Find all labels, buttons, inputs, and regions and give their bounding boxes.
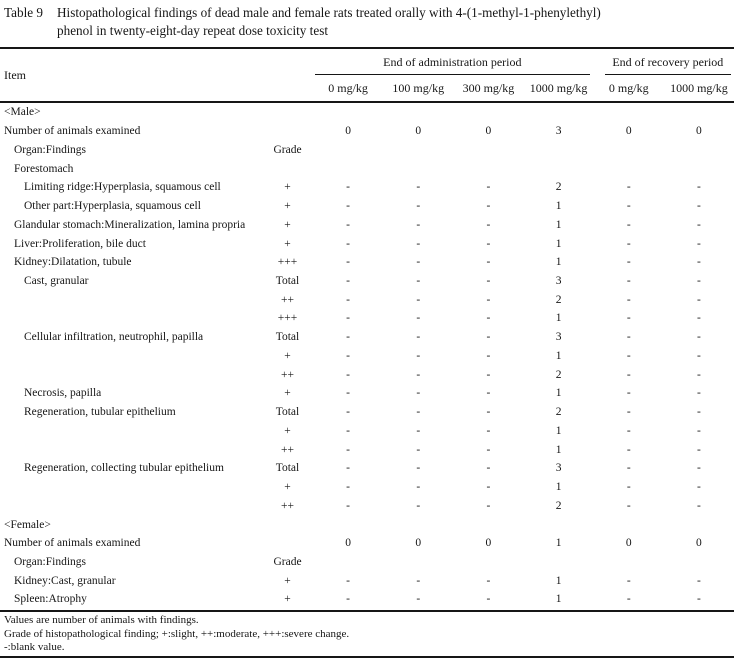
value-cell: - <box>696 462 701 475</box>
value-cell: - <box>626 462 631 475</box>
grade-cell: + <box>284 237 291 250</box>
value-cell: - <box>486 274 491 287</box>
item-label: Other part:Hyperplasia, squamous cell <box>24 200 201 213</box>
value-cell: - <box>696 574 701 587</box>
value-cell: - <box>626 274 631 287</box>
value-cell: 1 <box>555 200 562 213</box>
value-cell: - <box>626 200 631 213</box>
dose-header: 0 mg/kg <box>328 81 368 95</box>
value-cell: 3 <box>555 331 562 344</box>
value-cell: - <box>486 593 491 606</box>
value-cell: - <box>696 406 701 419</box>
value-cell: - <box>696 387 701 400</box>
dose-header: 100 mg/kg <box>392 81 445 95</box>
item-label: <Male> <box>4 106 41 119</box>
value-cell: - <box>696 312 701 325</box>
grade-cell: +++ <box>277 312 298 325</box>
table-row <box>0 178 734 197</box>
value-cell: 1 <box>555 574 562 587</box>
grade-cell: ++ <box>281 499 294 512</box>
table-row <box>0 103 734 122</box>
value-cell: - <box>486 368 491 381</box>
value-cell: - <box>486 349 491 362</box>
value-cell: - <box>416 274 421 287</box>
value-cell: - <box>346 462 350 475</box>
value-cell: 1 <box>555 537 562 550</box>
value-cell: 0 <box>625 125 632 138</box>
grade-cell: +++ <box>277 256 298 269</box>
value-cell: - <box>696 424 701 437</box>
value-cell: 1 <box>555 218 562 231</box>
value-cell: - <box>626 574 631 587</box>
value-cell: - <box>696 237 701 250</box>
value-cell: 1 <box>555 237 562 250</box>
value-cell: - <box>696 499 701 512</box>
grade-cell: + <box>284 218 291 231</box>
table-body <box>0 103 734 609</box>
value-cell: - <box>486 462 491 475</box>
value-cell: - <box>696 256 701 269</box>
value-cell: - <box>626 443 631 456</box>
value-cell: 1 <box>555 593 562 606</box>
value-cell: - <box>626 331 631 344</box>
value-cell: - <box>696 443 701 456</box>
value-cell: - <box>346 387 350 400</box>
value-cell: 2 <box>555 181 562 194</box>
table-row <box>0 553 734 572</box>
value-cell: - <box>626 256 631 269</box>
value-cell: 1 <box>555 443 562 456</box>
value-cell: - <box>696 593 701 606</box>
value-cell: - <box>346 349 350 362</box>
table-row <box>0 197 734 216</box>
value-cell: - <box>416 481 421 494</box>
grade-cell: Total <box>275 462 300 475</box>
table-row <box>0 421 734 440</box>
value-cell: - <box>416 331 421 344</box>
value-cell: - <box>696 368 701 381</box>
footnotes <box>0 610 734 658</box>
value-cell: - <box>416 424 421 437</box>
value-cell: - <box>416 200 421 213</box>
value-cell: - <box>696 293 701 306</box>
value-cell: 1 <box>555 256 562 269</box>
value-cell: - <box>416 349 421 362</box>
value-cell: - <box>346 256 350 269</box>
value-cell: - <box>696 181 701 194</box>
value-cell: - <box>696 349 701 362</box>
value-cell: 1 <box>555 481 562 494</box>
value-cell: - <box>346 274 350 287</box>
table-row <box>0 309 734 328</box>
grade-cell: ++ <box>281 293 294 306</box>
value-cell: - <box>416 387 421 400</box>
value-cell: - <box>416 593 421 606</box>
value-cell: 0 <box>345 125 351 138</box>
table-row <box>0 328 734 347</box>
value-cell: - <box>626 424 631 437</box>
item-label: Kidney:Dilatation, tubule <box>14 256 132 269</box>
dose-header: 1000 mg/kg <box>670 81 728 95</box>
value-cell: - <box>416 499 421 512</box>
table-row <box>0 347 734 366</box>
value-cell: - <box>486 443 491 456</box>
value-cell: - <box>626 349 631 362</box>
table-row <box>0 384 734 403</box>
value-cell: - <box>626 237 631 250</box>
value-cell: - <box>486 424 491 437</box>
value-cell: 3 <box>555 125 562 138</box>
table-row <box>0 515 734 534</box>
value-cell: - <box>696 481 701 494</box>
item-label: Necrosis, papilla <box>24 387 102 400</box>
value-cell: - <box>486 331 491 344</box>
value-cell: - <box>486 387 491 400</box>
item-label: Regeneration, tubular epithelium <box>24 406 176 419</box>
item-label: Forestomach <box>14 162 74 175</box>
value-cell: 0 <box>696 537 702 550</box>
grade-cell: Total <box>275 406 300 419</box>
value-cell: - <box>626 481 631 494</box>
value-cell: - <box>346 312 350 325</box>
value-cell: 0 <box>345 537 351 550</box>
table-header <box>0 47 734 103</box>
value-cell: - <box>626 593 631 606</box>
table-row <box>0 140 734 159</box>
table-row <box>0 272 734 291</box>
grade-cell: + <box>284 593 291 606</box>
item-label: Number of animals examined <box>4 125 141 138</box>
value-cell: - <box>416 462 421 475</box>
item-column-header: Item <box>4 67 26 82</box>
value-cell: 2 <box>555 368 562 381</box>
value-cell: - <box>346 218 350 231</box>
value-cell: - <box>696 274 701 287</box>
item-label: Regeneration, collecting tubular epithelium <box>24 462 224 475</box>
item-label: Liver:Proliferation, bile duct <box>14 237 146 250</box>
item-label: <Female> <box>4 518 51 531</box>
value-cell: - <box>696 200 701 213</box>
value-cell: - <box>416 218 421 231</box>
grade-cell: + <box>284 574 291 587</box>
value-cell: - <box>346 181 350 194</box>
value-cell: - <box>346 331 350 344</box>
grade-cell: + <box>284 349 291 362</box>
value-cell: - <box>346 499 350 512</box>
table-row <box>0 496 734 515</box>
value-cell: 0 <box>415 537 422 550</box>
grade-cell: + <box>284 181 291 194</box>
value-cell: - <box>486 312 491 325</box>
value-cell: 2 <box>555 406 562 419</box>
footnote: Values are number of animals with findings. <box>4 614 199 626</box>
table-caption <box>4 4 601 40</box>
table-row <box>0 159 734 178</box>
value-cell: 0 <box>415 125 422 138</box>
table-row <box>0 459 734 478</box>
value-cell: - <box>696 331 701 344</box>
dose-header: 0 mg/kg <box>608 81 649 95</box>
value-cell: - <box>486 181 491 194</box>
value-cell: - <box>626 218 631 231</box>
item-label: Cast, granular <box>24 274 89 287</box>
table-title <box>57 4 601 40</box>
value-cell: 0 <box>485 125 492 138</box>
value-cell: - <box>416 574 421 587</box>
value-cell: - <box>486 200 491 213</box>
value-cell: - <box>416 181 421 194</box>
table-row <box>0 253 734 272</box>
value-cell: 2 <box>555 293 562 306</box>
grade-cell: Total <box>275 331 300 344</box>
value-cell: - <box>416 293 421 306</box>
value-cell: 1 <box>555 424 562 437</box>
table-row <box>0 234 734 253</box>
table-row <box>0 122 734 141</box>
dose-header: 1000 mg/kg <box>529 81 588 95</box>
table-number: Table 9 <box>4 5 43 20</box>
item-label: Spleen:Atrophy <box>14 593 87 606</box>
value-cell: - <box>486 256 491 269</box>
value-cell: - <box>346 424 350 437</box>
value-cell: 2 <box>555 499 562 512</box>
value-cell: - <box>346 443 350 456</box>
table-row <box>0 478 734 497</box>
item-label: Cellular infiltration, neutrophil, papilla <box>24 331 204 344</box>
group-header-administration: End of administration period <box>313 54 594 75</box>
value-cell: - <box>346 368 350 381</box>
value-cell: - <box>346 593 350 606</box>
value-cell: 0 <box>485 537 492 550</box>
value-cell: - <box>346 237 350 250</box>
item-label: Organ:Findings <box>14 143 86 156</box>
item-label: Glandular stomach:Mineralization, lamina propria <box>14 218 246 231</box>
dose-header-row <box>313 78 734 98</box>
grade-cell: Grade <box>273 143 302 156</box>
footnote: -:blank value. <box>4 641 65 653</box>
value-cell: - <box>626 499 631 512</box>
value-cell: - <box>346 481 350 494</box>
value-cell: - <box>416 406 421 419</box>
value-cell: - <box>486 293 491 306</box>
table-row <box>0 403 734 422</box>
period-group-row <box>313 54 734 75</box>
grade-cell: + <box>284 481 291 494</box>
value-cell: - <box>486 406 491 419</box>
value-cell: - <box>486 237 491 250</box>
value-cell: 1 <box>555 312 562 325</box>
grade-cell: Total <box>275 274 300 287</box>
group-header-recovery: End of recovery period <box>594 54 734 75</box>
item-label: Number of animals examined <box>4 537 141 550</box>
value-cell: - <box>626 368 631 381</box>
grade-cell: + <box>284 387 291 400</box>
value-cell: 1 <box>555 387 562 400</box>
value-cell: - <box>416 443 421 456</box>
value-cell: - <box>626 387 631 400</box>
value-cell: - <box>416 237 421 250</box>
value-cell: - <box>626 406 631 419</box>
grade-cell: + <box>284 424 291 437</box>
value-cell: - <box>346 574 350 587</box>
table-title-line1: Histopathological findings of dead male and female rats treated orally with 4-(1-methyl-1-phenylethyl) <box>57 5 601 20</box>
value-cell: - <box>346 293 350 306</box>
value-cell: 0 <box>696 125 702 138</box>
value-cell: - <box>416 312 421 325</box>
value-cell: 1 <box>555 349 562 362</box>
table-row <box>0 590 734 609</box>
item-label: Limiting ridge:Hyperplasia, squamous cell <box>24 181 221 194</box>
item-label: Organ:Findings <box>14 555 86 568</box>
table-row <box>0 215 734 234</box>
table-row <box>0 290 734 309</box>
value-cell: - <box>626 312 631 325</box>
table-row <box>0 440 734 459</box>
grade-cell: Grade <box>273 555 302 568</box>
table-title-line2: phenol in twenty-eight-day repeat dose toxicity test <box>57 23 329 38</box>
value-cell: - <box>416 256 421 269</box>
footnote: Grade of histopathological finding; +:slight, ++:moderate, +++:severe change. <box>4 627 350 640</box>
value-cell: - <box>696 218 701 231</box>
item-label: Kidney:Cast, granular <box>14 574 116 587</box>
dose-header: 300 mg/kg <box>462 81 515 95</box>
grade-cell: ++ <box>281 443 294 456</box>
value-cell: - <box>416 368 421 381</box>
table-row <box>0 534 734 553</box>
value-cell: 3 <box>555 274 562 287</box>
value-cell: 0 <box>625 537 632 550</box>
value-cell: - <box>486 574 491 587</box>
value-cell: - <box>486 481 491 494</box>
grade-cell: ++ <box>281 368 294 381</box>
grade-cell: + <box>284 200 291 213</box>
value-cell: - <box>346 406 350 419</box>
value-cell: - <box>486 499 491 512</box>
value-cell: - <box>626 181 631 194</box>
table-row <box>0 365 734 384</box>
value-cell: - <box>626 293 631 306</box>
table-row <box>0 571 734 590</box>
value-cell: - <box>346 200 350 213</box>
value-cell: - <box>486 218 491 231</box>
value-cell: 3 <box>555 462 562 475</box>
